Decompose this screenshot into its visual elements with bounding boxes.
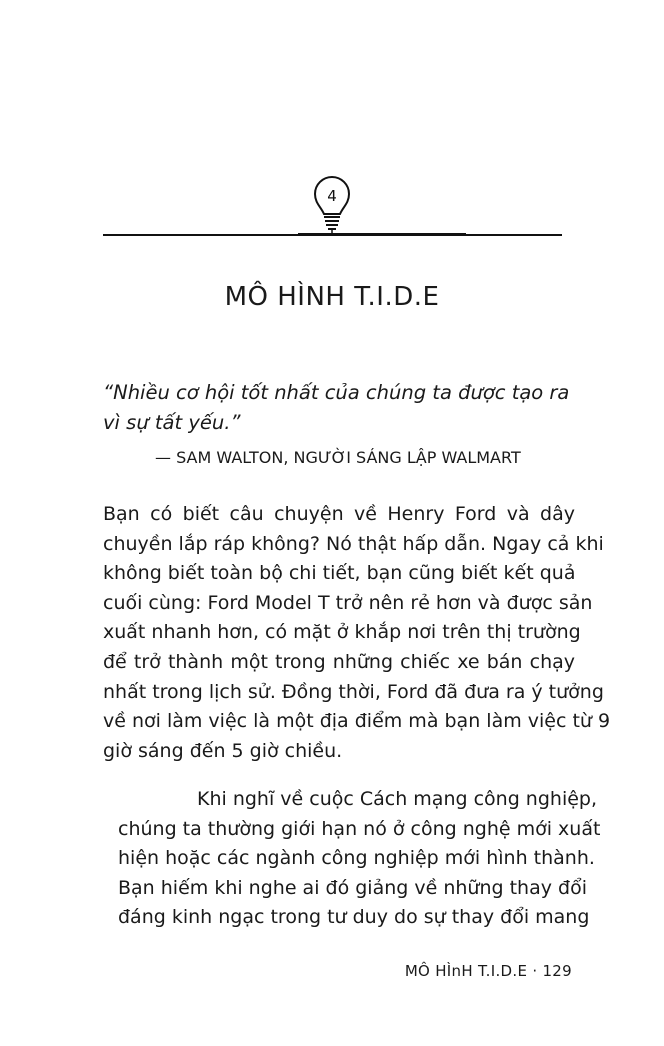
page-footer	[405, 962, 572, 980]
text-line: không biết toàn bộ chi tiết, bạn cũng biết kết quả	[103, 562, 576, 585]
text-line: Bạn có biết câu chuyện về Henry Ford và dây	[103, 503, 575, 525]
text-line: Khi nghĩ về cuộc Cách mạng công nghiệp,	[197, 788, 598, 810]
text-line: giờ sáng đến 5 giờ chiều.	[103, 739, 343, 762]
text-line: xuất nhanh hơn, có mặt ở khắp nơi trên thị trường	[103, 621, 581, 644]
text-line: để trở thành một trong những chiếc xe bán chạy	[103, 650, 575, 673]
body-paragraph-2	[118, 785, 601, 933]
running-title: MÔ HÌnH T.I.D.E	[404, 962, 528, 980]
text-line: nhất trong lịch sử. Đồng thời, Ford đã đưa ra ý tưởng	[103, 680, 604, 703]
chapter-rule-left	[103, 234, 325, 236]
lightbulb-icon	[311, 174, 353, 240]
body-paragraph-1	[103, 500, 611, 766]
text-line: Bạn hiếm khi nghe ai đó giảng về những thay đổi	[118, 876, 587, 899]
footer-separator: ·	[532, 962, 538, 980]
text-line: đáng kinh ngạc trong tư duy do sự thay đổi mang	[118, 906, 590, 929]
text-line: chúng ta thường giới hạn nó ở công nghệ mới xuất	[118, 817, 601, 840]
text-line: hiện hoặc các ngành công nghiệp mới hình thành.	[118, 847, 595, 870]
epigraph-quote: “Nhiều cơ hội tốt nhất của chúng ta được tạo ra vì sự tất yếu.”	[103, 381, 570, 434]
text-line: cuối cùng: Ford Model T trở nên rẻ hơn và được sản	[103, 591, 593, 614]
epigraph-attribution: — SAM WALTON, NGƯỜI SÁNG LẬP WALMART	[155, 448, 521, 467]
chapter-title: MÔ HÌNH T.I.D.E	[224, 282, 440, 312]
text-line: chuyền lắp ráp không? Nó thật hấp dẫn. Ngay cả khi	[103, 532, 604, 555]
text-line: về nơi làm việc là một địa điểm mà bạn làm việc từ 9	[103, 710, 611, 733]
page-number: 129	[542, 962, 572, 980]
chapter-number: 4	[327, 187, 337, 205]
